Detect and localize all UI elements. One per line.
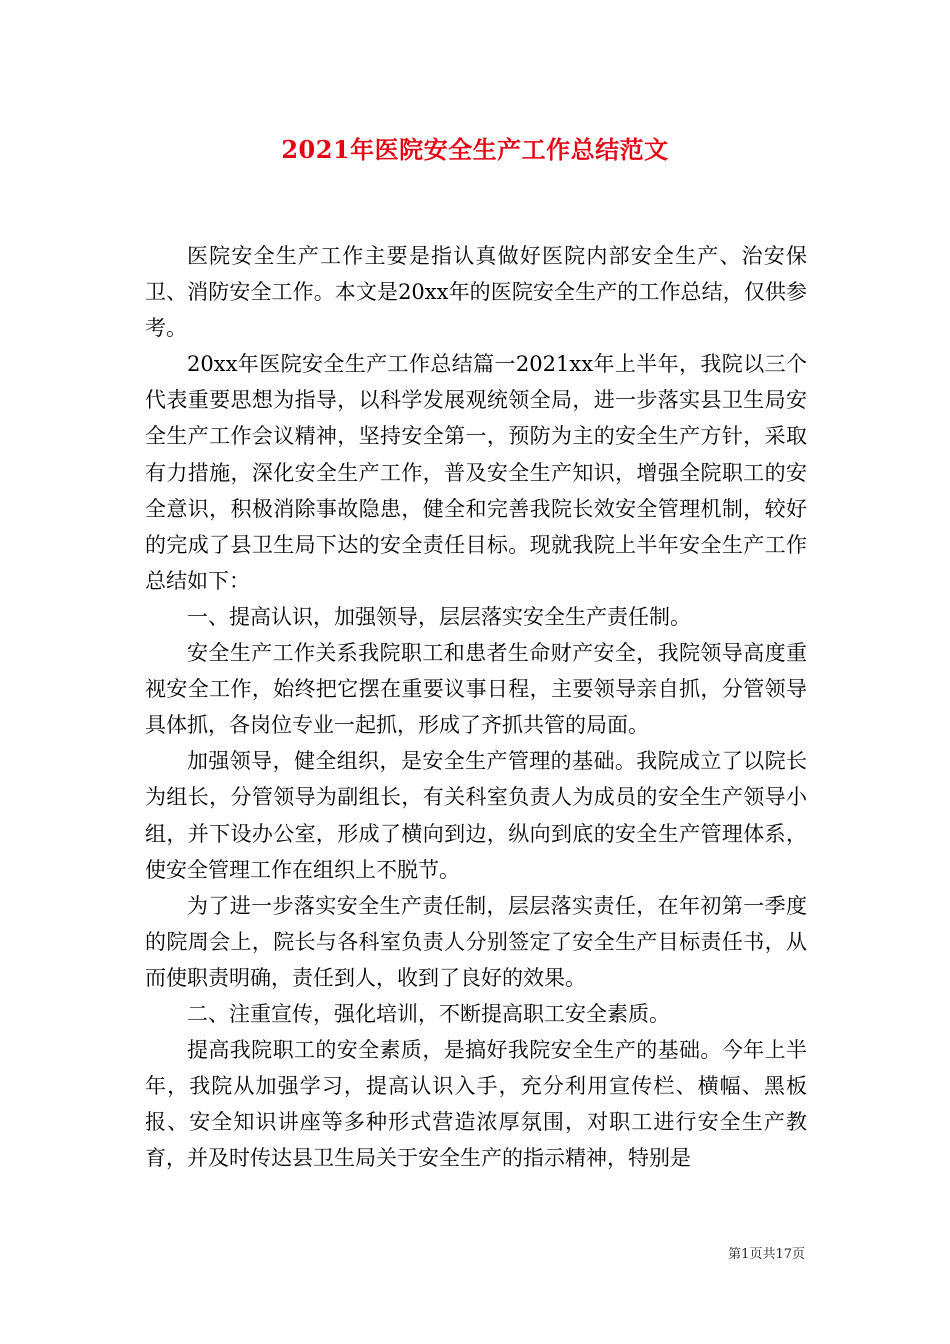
page-number-footer: 第1页共17页 [728, 1247, 805, 1262]
document-body [145, 238, 807, 1176]
paragraph: 20xx年医院安全生产工作总结篇一2021xx年上半年，我院以三个代表重要思想为指导，以科学发展观统领全局，进一步落实县卫生局安全生产工作会议精神，坚持安全第一，预防为主的安全生产方针，采取有力措施，深化安全生产工作，普及安全生产知识，增强全院职工的安全意识，积极消除事故隐患，健全和完善我院长效安全管理机制，较好的完成了县卫生局下达的安全责任目标。现就我院上半年安全生产工作总结如下： [145, 352, 807, 593]
document-title: 2021年医院安全生产工作总结范文 [281, 135, 669, 164]
paragraph: 医院安全生产工作主要是指认真做好医院内部安全生产、治安保卫、消防安全工作。本文是20xx年的医院安全生产的工作总结，仅供参考。 [145, 244, 807, 341]
paragraph: 安全生产工作关系我院职工和患者生命财产安全，我院领导高度重视安全工作，始终把它摆在重要议事日程，主要领导亲自抓，分管领导具体抓，各岗位专业一起抓，形成了齐抓共管的局面。 [145, 641, 807, 738]
paragraph: 加强领导，健全组织，是安全生产管理的基础。我院成立了以院长为组长，分管领导为副组长，有关科室负责人为成员的安全生产领导小组，并下设办公室，形成了横向到边，纵向到底的安全生产管理体系，使安全管理工作在组织上不脱节。 [145, 749, 807, 882]
paragraph: 提高我院职工的安全素质，是搞好我院安全生产的基础。今年上半年，我院从加强学习，提高认识入手，充分利用宣传栏、横幅、黑板报、安全知识讲座等多种形式营造浓厚氛围，对职工进行安全生产教育，并及时传达县卫生局关于安全生产的指示精神，特别是 [145, 1038, 807, 1171]
paragraph: 一、提高认识，加强领导，层层落实安全生产责任制。 [187, 604, 691, 629]
paragraph: 为了进一步落实安全生产责任制，层层落实责任，在年初第一季度的院周会上，院长与各科室负责人分别签定了安全生产目标责任书，从而使职责明确，责任到人，收到了良好的效果。 [145, 893, 807, 990]
paragraph: 二、注重宣传，强化培训，不断提高职工安全素质。 [187, 1001, 670, 1026]
